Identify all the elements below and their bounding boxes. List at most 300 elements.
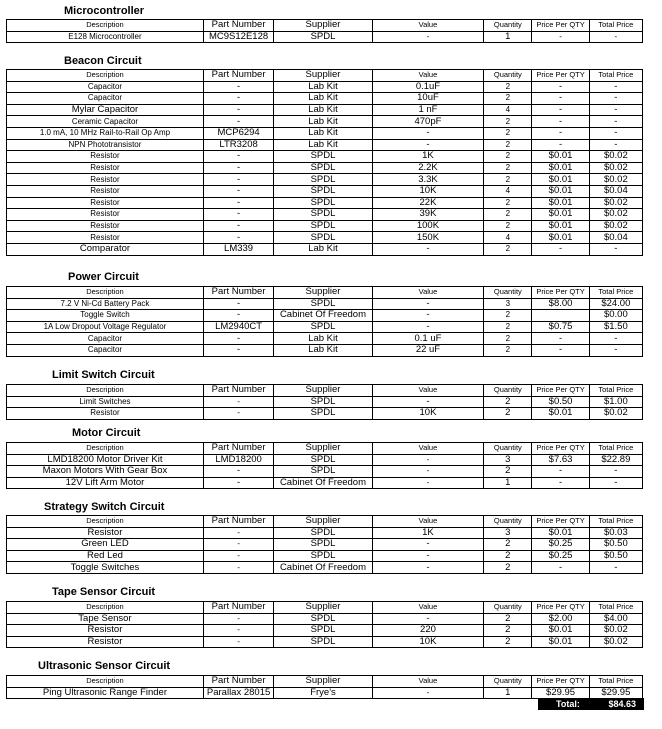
column-header-description: Description xyxy=(7,385,204,397)
cell-total-price: $0.02 xyxy=(589,197,642,209)
cell-supplier: Lab Kit xyxy=(274,333,372,345)
cell-description: E128 Microcontroller xyxy=(7,31,204,43)
cell-description: 1A Low Dropout Voltage Regulator xyxy=(7,321,204,333)
column-header-supplier: Supplier xyxy=(274,443,372,455)
table-row xyxy=(7,151,643,163)
cell-value: 1 nF xyxy=(372,104,484,116)
cell-supplier: SPDL xyxy=(274,466,372,478)
cell-description: Resistor xyxy=(7,232,204,244)
cell-value: 3.3K xyxy=(372,174,484,186)
cell-total-price: $0.50 xyxy=(589,550,642,562)
cell-description: Toggle Switches xyxy=(7,562,204,574)
cell-description: Resistor xyxy=(7,527,204,539)
cell-part-number: LM2940CT xyxy=(203,321,273,333)
table-row xyxy=(7,197,643,209)
cell-description: Ceramic Capacitor xyxy=(7,116,204,128)
cell-part-number: - xyxy=(203,408,273,420)
cell-supplier: SPDL xyxy=(274,162,372,174)
cell-description: Green LED xyxy=(7,539,204,551)
cell-price-per-qty: - xyxy=(532,562,589,574)
cell-price-per-qty: $0.25 xyxy=(532,550,589,562)
cell-quantity: 2 xyxy=(484,539,532,551)
column-header-quantity: Quantity xyxy=(484,20,532,32)
column-header-value: Value xyxy=(372,385,484,397)
column-header-description: Description xyxy=(7,676,204,688)
section-title-ultrasonic-sensor-circuit: Ultrasonic Sensor Circuit xyxy=(38,660,171,672)
cell-value: 470pF xyxy=(372,116,484,128)
cell-quantity: 2 xyxy=(484,174,532,186)
cell-value: 10K xyxy=(372,185,484,197)
table-row xyxy=(7,298,643,310)
column-header-total-price: Total Price xyxy=(589,385,642,397)
cell-value: - xyxy=(372,550,484,562)
cell-supplier: SPDL xyxy=(274,454,372,466)
column-header-supplier: Supplier xyxy=(274,516,372,528)
cell-total-price: - xyxy=(589,333,642,345)
cell-value: 22K xyxy=(372,197,484,209)
cell-quantity: 2 xyxy=(484,220,532,232)
cell-price-per-qty: - xyxy=(532,116,589,128)
column-header-price-per-qty: Price Per QTY xyxy=(532,20,589,32)
cell-value: 10K xyxy=(372,408,484,420)
cell-part-number: - xyxy=(203,333,273,345)
table-row xyxy=(7,539,643,551)
cell-value: - xyxy=(372,31,484,43)
column-header-description: Description xyxy=(7,602,204,614)
table-row xyxy=(7,687,643,699)
table-row xyxy=(7,310,643,322)
cell-total-price: $1.00 xyxy=(589,396,642,408)
section-table-beacon-circuit xyxy=(6,69,643,256)
cell-total-price: - xyxy=(589,127,642,139)
cell-quantity: 2 xyxy=(484,243,532,255)
column-header-price-per-qty: Price Per QTY xyxy=(532,676,589,688)
cell-price-per-qty: - xyxy=(532,104,589,116)
cell-description: Resistor xyxy=(7,220,204,232)
cell-price-per-qty: - xyxy=(532,243,589,255)
cell-description: 1.0 mA, 10 MHz Rail-to-Rail Op Amp xyxy=(7,127,204,139)
cell-price-per-qty: - xyxy=(532,81,589,93)
table-row xyxy=(7,139,643,151)
cell-part-number: Parallax 28015 xyxy=(203,687,273,699)
table-row xyxy=(7,127,643,139)
cell-quantity: 2 xyxy=(484,333,532,345)
cell-quantity: 2 xyxy=(484,81,532,93)
cell-part-number: - xyxy=(203,527,273,539)
cell-quantity: 2 xyxy=(484,139,532,151)
cell-quantity: 4 xyxy=(484,104,532,116)
column-header-supplier: Supplier xyxy=(274,676,372,688)
section-title-tape-sensor-circuit: Tape Sensor Circuit xyxy=(52,586,156,598)
cell-price-per-qty: $0.01 xyxy=(532,185,589,197)
column-header-supplier: Supplier xyxy=(274,70,372,82)
cell-part-number: - xyxy=(203,613,273,625)
cell-price-per-qty: $0.01 xyxy=(532,408,589,420)
cell-supplier: SPDL xyxy=(274,209,372,221)
column-header-part-number: Part Number xyxy=(203,516,273,528)
cell-part-number: - xyxy=(203,298,273,310)
section-title-power-circuit: Power Circuit xyxy=(68,271,139,283)
cell-description: Resistor xyxy=(7,162,204,174)
cell-part-number: - xyxy=(203,93,273,105)
column-header-supplier: Supplier xyxy=(274,287,372,299)
cell-description: Resistor xyxy=(7,185,204,197)
cell-price-per-qty: $0.01 xyxy=(532,636,589,648)
cell-description: Tape Sensor xyxy=(7,613,204,625)
cell-total-price: $0.02 xyxy=(589,162,642,174)
cell-quantity: 2 xyxy=(484,562,532,574)
cell-quantity: 4 xyxy=(484,232,532,244)
cell-supplier: Lab Kit xyxy=(274,243,372,255)
cell-supplier: SPDL xyxy=(274,636,372,648)
header-row xyxy=(7,443,643,455)
cell-total-price: $0.02 xyxy=(589,408,642,420)
column-header-description: Description xyxy=(7,70,204,82)
header-row xyxy=(7,676,643,688)
section-table-ultrasonic-sensor-circuit xyxy=(6,675,643,699)
cell-description: Toggle Switch xyxy=(7,310,204,322)
cell-supplier: Lab Kit xyxy=(274,139,372,151)
column-header-total-price: Total Price xyxy=(589,443,642,455)
table-row xyxy=(7,185,643,197)
cell-description: Resistor xyxy=(7,636,204,648)
column-header-quantity: Quantity xyxy=(484,516,532,528)
cell-supplier: SPDL xyxy=(274,298,372,310)
column-header-value: Value xyxy=(372,602,484,614)
table-row xyxy=(7,174,643,186)
column-header-description: Description xyxy=(7,287,204,299)
cell-value: 39K xyxy=(372,209,484,221)
cell-total-price: - xyxy=(589,243,642,255)
table-row xyxy=(7,243,643,255)
cell-description: LMD18200 Motor Driver Kit xyxy=(7,454,204,466)
table-row xyxy=(7,527,643,539)
cell-description: NPN Phototransistor xyxy=(7,139,204,151)
table-row xyxy=(7,232,643,244)
cell-total-price: $0.03 xyxy=(589,527,642,539)
column-header-price-per-qty: Price Per QTY xyxy=(532,385,589,397)
cell-quantity: 2 xyxy=(484,116,532,128)
column-header-price-per-qty: Price Per QTY xyxy=(532,602,589,614)
header-row xyxy=(7,20,643,32)
column-header-value: Value xyxy=(372,443,484,455)
cell-price-per-qty: $0.25 xyxy=(532,539,589,551)
cell-part-number: - xyxy=(203,116,273,128)
cell-price-per-qty: $29.95 xyxy=(532,687,589,699)
section-table-microcontroller xyxy=(6,19,643,43)
cell-supplier: Lab Kit xyxy=(274,344,372,356)
cell-price-per-qty: $0.50 xyxy=(532,396,589,408)
cell-total-price: $29.95 xyxy=(589,687,642,699)
cell-description: Resistor xyxy=(7,209,204,221)
cell-price-per-qty: - xyxy=(532,93,589,105)
cell-total-price: - xyxy=(589,466,642,478)
cell-supplier: Cabinet Of Freedom xyxy=(274,477,372,489)
cell-value: 0.1uF xyxy=(372,81,484,93)
table-row xyxy=(7,31,643,43)
column-header-total-price: Total Price xyxy=(589,70,642,82)
column-header-value: Value xyxy=(372,516,484,528)
table-row xyxy=(7,93,643,105)
cell-part-number: - xyxy=(203,310,273,322)
cell-value: - xyxy=(372,477,484,489)
cell-description: Capacitor xyxy=(7,344,204,356)
cell-description: Resistor xyxy=(7,197,204,209)
cell-total-price: - xyxy=(589,344,642,356)
cell-value: - xyxy=(372,396,484,408)
cell-price-per-qty: $0.01 xyxy=(532,232,589,244)
cell-quantity: 2 xyxy=(484,636,532,648)
cell-part-number: MC9S12E128 xyxy=(203,31,273,43)
cell-description: Mylar Capacitor xyxy=(7,104,204,116)
cell-description: Capacitor xyxy=(7,333,204,345)
cell-part-number: MCP6294 xyxy=(203,127,273,139)
cell-supplier: SPDL xyxy=(274,539,372,551)
cell-value: - xyxy=(372,454,484,466)
column-header-part-number: Part Number xyxy=(203,287,273,299)
cell-description: Resistor xyxy=(7,408,204,420)
cell-quantity: 2 xyxy=(484,209,532,221)
cell-part-number: - xyxy=(203,550,273,562)
section-title-microcontroller: Microcontroller xyxy=(64,5,145,17)
cell-description: Red Led xyxy=(7,550,204,562)
column-header-part-number: Part Number xyxy=(203,676,273,688)
column-header-part-number: Part Number xyxy=(203,20,273,32)
header-row xyxy=(7,70,643,82)
cell-price-per-qty: $0.01 xyxy=(532,625,589,637)
cell-value: 100K xyxy=(372,220,484,232)
cell-description: Resistor xyxy=(7,174,204,186)
cell-supplier: SPDL xyxy=(274,527,372,539)
cell-supplier: Cabinet Of Freedom xyxy=(274,310,372,322)
cell-supplier: SPDL xyxy=(274,220,372,232)
cell-supplier: SPDL xyxy=(274,197,372,209)
table-row xyxy=(7,625,643,637)
cell-price-per-qty: $0.75 xyxy=(532,321,589,333)
cell-part-number: - xyxy=(203,151,273,163)
cell-total-price: $0.02 xyxy=(589,151,642,163)
section-table-limit-switch-circuit xyxy=(6,384,643,420)
cell-supplier: Lab Kit xyxy=(274,127,372,139)
cell-total-price: $22.89 xyxy=(589,454,642,466)
cell-supplier: SPDL xyxy=(274,321,372,333)
cell-description: Capacitor xyxy=(7,81,204,93)
table-row xyxy=(7,550,643,562)
table-row xyxy=(7,333,643,345)
cell-quantity: 3 xyxy=(484,454,532,466)
cell-part-number: - xyxy=(203,232,273,244)
cell-value: - xyxy=(372,466,484,478)
cell-total-price: - xyxy=(589,139,642,151)
cell-price-per-qty: - xyxy=(532,139,589,151)
cell-part-number: - xyxy=(203,185,273,197)
cell-quantity: 2 xyxy=(484,151,532,163)
section-table-power-circuit xyxy=(6,286,643,357)
cell-supplier: Lab Kit xyxy=(274,104,372,116)
table-row xyxy=(7,613,643,625)
cell-total-price: $0.02 xyxy=(589,174,642,186)
table-row xyxy=(7,81,643,93)
cell-value: 220 xyxy=(372,625,484,637)
column-header-total-price: Total Price xyxy=(589,676,642,688)
cell-total-price: $0.02 xyxy=(589,209,642,221)
cell-quantity: 1 xyxy=(484,687,532,699)
total-label: Total: xyxy=(556,699,580,709)
cell-total-price: $0.50 xyxy=(589,539,642,551)
grand-total xyxy=(538,698,644,710)
column-header-price-per-qty: Price Per QTY xyxy=(532,516,589,528)
table-row xyxy=(7,408,643,420)
cell-quantity: 2 xyxy=(484,321,532,333)
cell-part-number: - xyxy=(203,197,273,209)
cell-total-price: $0.04 xyxy=(589,185,642,197)
cell-quantity: 2 xyxy=(484,93,532,105)
cell-description: Comparator xyxy=(7,243,204,255)
cell-price-per-qty: $8.00 xyxy=(532,298,589,310)
cell-value: 10K xyxy=(372,636,484,648)
section-title-beacon-circuit: Beacon Circuit xyxy=(64,55,142,67)
column-header-supplier: Supplier xyxy=(274,20,372,32)
column-header-value: Value xyxy=(372,70,484,82)
cell-supplier: Lab Kit xyxy=(274,81,372,93)
table-row xyxy=(7,344,643,356)
cell-total-price: $0.02 xyxy=(589,625,642,637)
table-row xyxy=(7,321,643,333)
cell-total-price: - xyxy=(589,116,642,128)
table-row xyxy=(7,636,643,648)
cell-total-price: - xyxy=(589,31,642,43)
cell-value: - xyxy=(372,539,484,551)
cell-quantity: 1 xyxy=(484,477,532,489)
column-header-part-number: Part Number xyxy=(203,602,273,614)
cell-quantity: 2 xyxy=(484,344,532,356)
cell-price-per-qty: $7.63 xyxy=(532,454,589,466)
cell-supplier: Lab Kit xyxy=(274,93,372,105)
cell-price-per-qty: - xyxy=(532,31,589,43)
cell-description: Capacitor xyxy=(7,93,204,105)
column-header-price-per-qty: Price Per QTY xyxy=(532,287,589,299)
cell-total-price: - xyxy=(589,477,642,489)
cell-quantity: 2 xyxy=(484,396,532,408)
column-header-supplier: Supplier xyxy=(274,602,372,614)
cell-value: - xyxy=(372,127,484,139)
cell-supplier: Lab Kit xyxy=(274,116,372,128)
section-title-strategy-switch-circuit: Strategy Switch Circuit xyxy=(44,501,165,513)
cell-price-per-qty: $0.01 xyxy=(532,197,589,209)
table-row xyxy=(7,477,643,489)
cell-total-price: $0.02 xyxy=(589,636,642,648)
table-row xyxy=(7,396,643,408)
cell-value: 10uF xyxy=(372,93,484,105)
cell-price-per-qty: $0.01 xyxy=(532,174,589,186)
cell-value: 1K xyxy=(372,527,484,539)
cell-part-number: - xyxy=(203,625,273,637)
cell-price-per-qty: $0.01 xyxy=(532,162,589,174)
cell-quantity: 1 xyxy=(484,31,532,43)
cell-total-price: - xyxy=(589,104,642,116)
cell-price-per-qty: - xyxy=(532,466,589,478)
cell-total-price: $24.00 xyxy=(589,298,642,310)
cell-supplier: Cabinet Of Freedom xyxy=(274,562,372,574)
cell-price-per-qty: - xyxy=(532,477,589,489)
cell-supplier: SPDL xyxy=(274,232,372,244)
cell-value: - xyxy=(372,562,484,574)
column-header-part-number: Part Number xyxy=(203,385,273,397)
cell-supplier: SPDL xyxy=(274,408,372,420)
cell-quantity: 2 xyxy=(484,408,532,420)
column-header-total-price: Total Price xyxy=(589,516,642,528)
cell-supplier: SPDL xyxy=(274,185,372,197)
cell-total-price: $0.02 xyxy=(589,220,642,232)
column-header-value: Value xyxy=(372,287,484,299)
cell-price-per-qty xyxy=(532,310,589,322)
column-header-quantity: Quantity xyxy=(484,602,532,614)
cell-supplier: SPDL xyxy=(274,613,372,625)
column-header-value: Value xyxy=(372,676,484,688)
table-row xyxy=(7,454,643,466)
cell-value: - xyxy=(372,139,484,151)
column-header-price-per-qty: Price Per QTY xyxy=(532,70,589,82)
column-header-total-price: Total Price xyxy=(589,602,642,614)
cell-value: - xyxy=(372,613,484,625)
cell-quantity: 2 xyxy=(484,466,532,478)
header-row xyxy=(7,602,643,614)
cell-description: 12V Lift Arm Motor xyxy=(7,477,204,489)
cell-supplier: SPDL xyxy=(274,396,372,408)
cell-total-price: $0.04 xyxy=(589,232,642,244)
cell-part-number: - xyxy=(203,104,273,116)
cell-price-per-qty: - xyxy=(532,344,589,356)
cell-value: - xyxy=(372,298,484,310)
column-header-price-per-qty: Price Per QTY xyxy=(532,443,589,455)
column-header-supplier: Supplier xyxy=(274,385,372,397)
cell-value: 0.1 uF xyxy=(372,333,484,345)
cell-quantity: 2 xyxy=(484,310,532,322)
column-header-quantity: Quantity xyxy=(484,385,532,397)
cell-description: Resistor xyxy=(7,625,204,637)
column-header-description: Description xyxy=(7,20,204,32)
cell-part-number: - xyxy=(203,209,273,221)
cell-price-per-qty: $0.01 xyxy=(532,209,589,221)
cell-quantity: 3 xyxy=(484,527,532,539)
section-title-motor-circuit: Motor Circuit xyxy=(72,427,141,439)
cell-value: 2.2K xyxy=(372,162,484,174)
cell-quantity: 2 xyxy=(484,550,532,562)
cell-part-number: LM339 xyxy=(203,243,273,255)
cell-price-per-qty: $0.01 xyxy=(532,527,589,539)
table-row xyxy=(7,162,643,174)
table-row xyxy=(7,104,643,116)
total-value: $84.63 xyxy=(608,699,636,709)
cell-quantity: 2 xyxy=(484,127,532,139)
cell-total-price: - xyxy=(589,81,642,93)
cell-description: Resistor xyxy=(7,151,204,163)
cell-value: - xyxy=(372,321,484,333)
cell-supplier: SPDL xyxy=(274,625,372,637)
cell-supplier: SPDL xyxy=(274,31,372,43)
cell-part-number: - xyxy=(203,344,273,356)
column-header-quantity: Quantity xyxy=(484,70,532,82)
column-header-quantity: Quantity xyxy=(484,443,532,455)
cell-price-per-qty: $2.00 xyxy=(532,613,589,625)
cell-description: Limit Switches xyxy=(7,396,204,408)
cell-price-per-qty: $0.01 xyxy=(532,220,589,232)
cell-description: Ping Ultrasonic Range Finder xyxy=(7,687,204,699)
cell-supplier: Frye's xyxy=(274,687,372,699)
cell-total-price: - xyxy=(589,93,642,105)
cell-part-number: - xyxy=(203,466,273,478)
cell-quantity: 3 xyxy=(484,298,532,310)
